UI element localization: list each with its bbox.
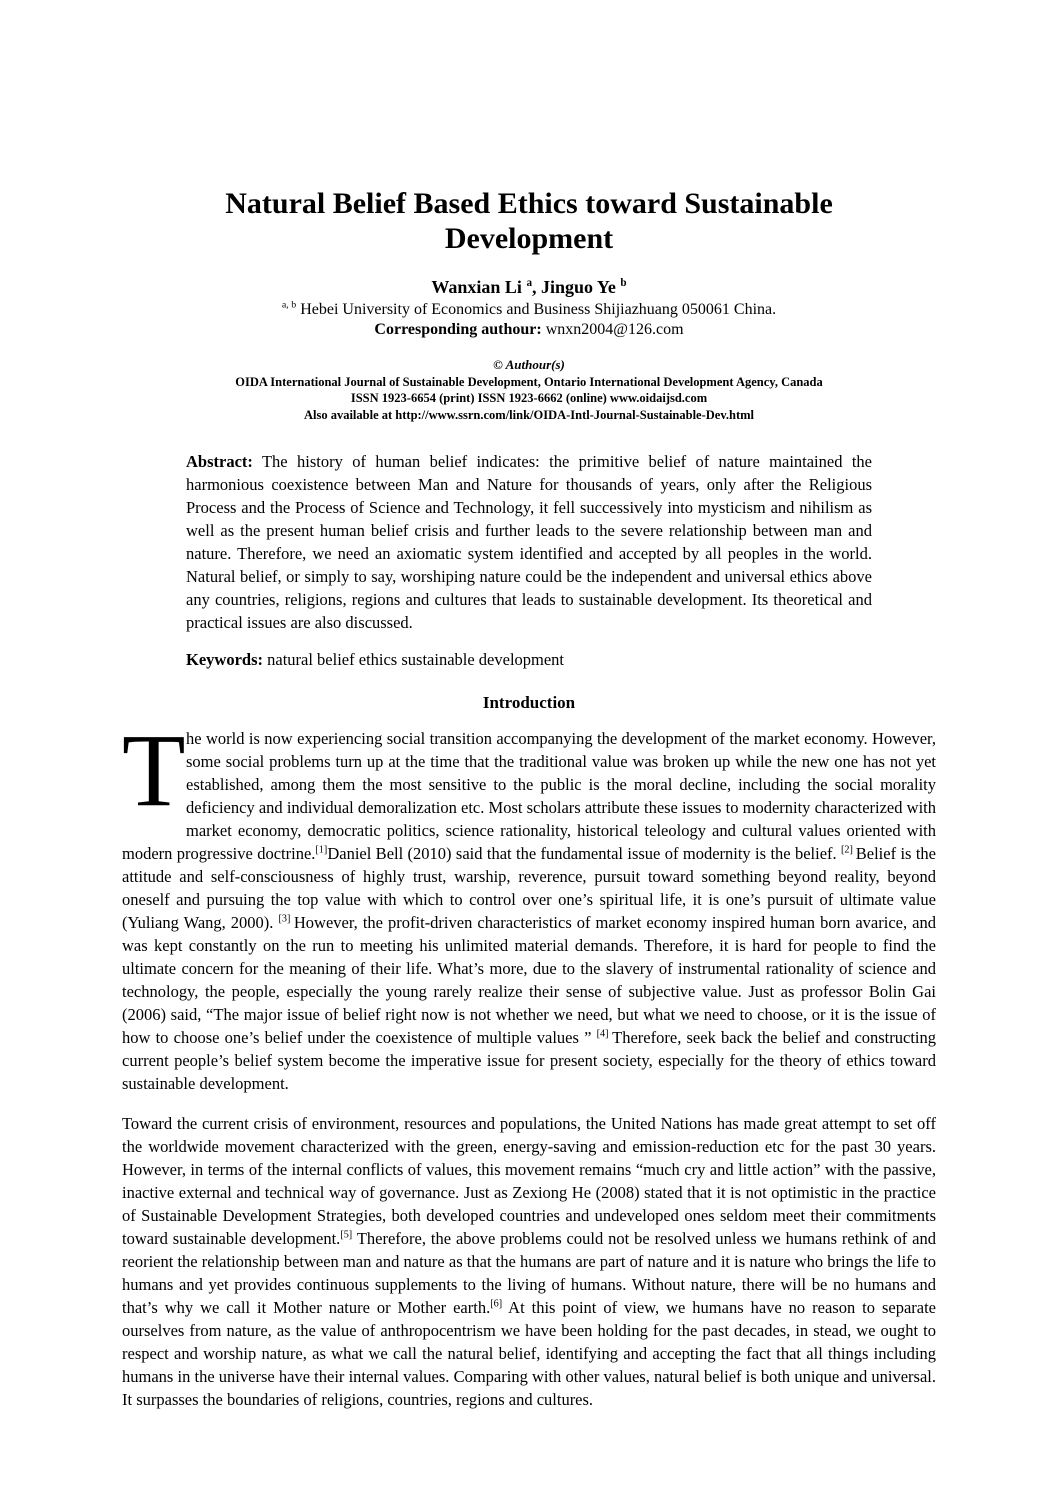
abstract-paragraph: Abstract: The history of human belief indicates: the primitive belief of nature maintained the harmonious coexistence between Man and Nature for thousands of years, only after the Religious Process and the Process of Science and Technology, it fell successively into mysticism and nihilism as well as the present human belief crisis and further leads to the severe relationship between man and nature. Therefore, we need an axiomatic system identified and accepted by all peoples in the world. Natural belief, or simply to say, worshiping nature could be the independent and universal ethics above any countries, religions, regions and cultures that leads to sustainable development. Its theoretical and practical issues are also discussed. bbox=[186, 452, 872, 632]
copyright-notice: © Authour(s) bbox=[493, 357, 565, 372]
corresponding-author-line: Corresponding authour: wnxn2004@126.com bbox=[374, 321, 684, 338]
keywords-line: Keywords: natural belief ethics sustainable development bbox=[186, 650, 565, 669]
authors-line: Wanxian Li $^a$, Jinguo Ye $^b$ bbox=[431, 277, 627, 297]
introduction-heading: Introduction bbox=[482, 693, 576, 712]
availability-line: Also available at http://www.ssrn.com/link/OIDA-Intl-Journal-Sustainable-Dev.html bbox=[303, 407, 755, 422]
intro-paragraph-1-text: he world is now experiencing social transition accompanying the development of the market economy. However, some social problems turn up at the time that the traditional value was broken up while the new one has not yet established, among them the most sensitive to the public is the moral decline, including the social morality deficiency and individual demoralization etc. Most scholars attribute these issues to modernity characterized with market economy, democratic politics, science rationality, historical teleology and cultural values oriented with modern progressive doctrine.[1]Daniel Bell (2010) said that the fundamental issue of modernity is the belief. [2] Belief is the attitude and self-consciousness of highly trust, warship, reverence, pursuit toward something beyond reality, beyond oneself and pursuing the top value with which to control over one’s spiritual life, it is one’s pursuit of ultimate value (Yuliang Wang, 2000). [3] However, the profit-driven characteristics of market economy inspired human born avarice, and was kept constantly on the run to meeting his unlimited material demands. Therefore, it is hard for people to find the ultimate concern for the meaning of their life. What’s more, due to the slavery of instrumental rationality of science and technology, the people, especially the young rarely realize their sense of subjective value. Just as professor Bolin Gai (2006) said, “The major issue of belief right now is not whether we need, but what we need to choose, or it is the issue of how to choose one’s belief under the coexistence of multiple values ” [4] Therefore, seek back the belief and constructing current people’s belief system become the imperative issue for present society, especially for the theory of ethics toward sustainable development. bbox=[122, 729, 937, 1094]
intro-paragraph-1 bbox=[122, 713, 937, 1095]
drop-cap-letter: T bbox=[122, 713, 186, 829]
journal-line: OIDA International Journal of Sustainable Development, Ontario International Development Agency, Canada bbox=[235, 374, 823, 389]
paper-title: Natural Belief Based Ethics toward Sustainable Development bbox=[225, 187, 833, 255]
issn-line: ISSN 1923-6654 (print) ISSN 1923-6662 (online) www.oidaijsd.com bbox=[350, 391, 708, 405]
paper-body bbox=[122, 450, 936, 1411]
copyright-block bbox=[0, 357, 1058, 423]
affiliation-line: $^{a, b}$ Hebei University of Economics and Business Shijiazhuang 050061 China. bbox=[281, 299, 777, 318]
intro-paragraph-2: Toward the current crisis of environment, resources and populations, the United Nations has made great attempt to set off the worldwide movement characterized with the green, energy-saving and emission-reduction etc for the past 30 years. However, in terms of the internal conflicts of values, this movement remains “much cry and little action” with the passive, inactive external and technical way of governance. Just as Zexiong He (2008) stated that it is not optimistic in the practice of Sustainable Development Strategies, both developed countries and undeveloped ones seldom meet their commitments toward sustainable development.[5] Therefore, the above problems could not be resolved unless we humans rethink of and reorient the relationship between man and nature as that the humans are part of nature and it is nature who brings the life to humans and yet provides continuous supplements to the living of humans. Without nature, there will be no humans and that’s why we call it Mother nature or Mother earth.[6] At this point of view, we humans have no reason to separate ourselves from nature, as the value of anthropocentrism we have been holding for the past decades, in stead, we ought to respect and worship nature, as what we call the natural belief, identifying and accepting the fact that all things including humans in the universe have their internal values. Comparing with other values, natural belief is both unique and universal. It surpasses the boundaries of religions, countries, regions and cultures. bbox=[122, 1113, 936, 1409]
